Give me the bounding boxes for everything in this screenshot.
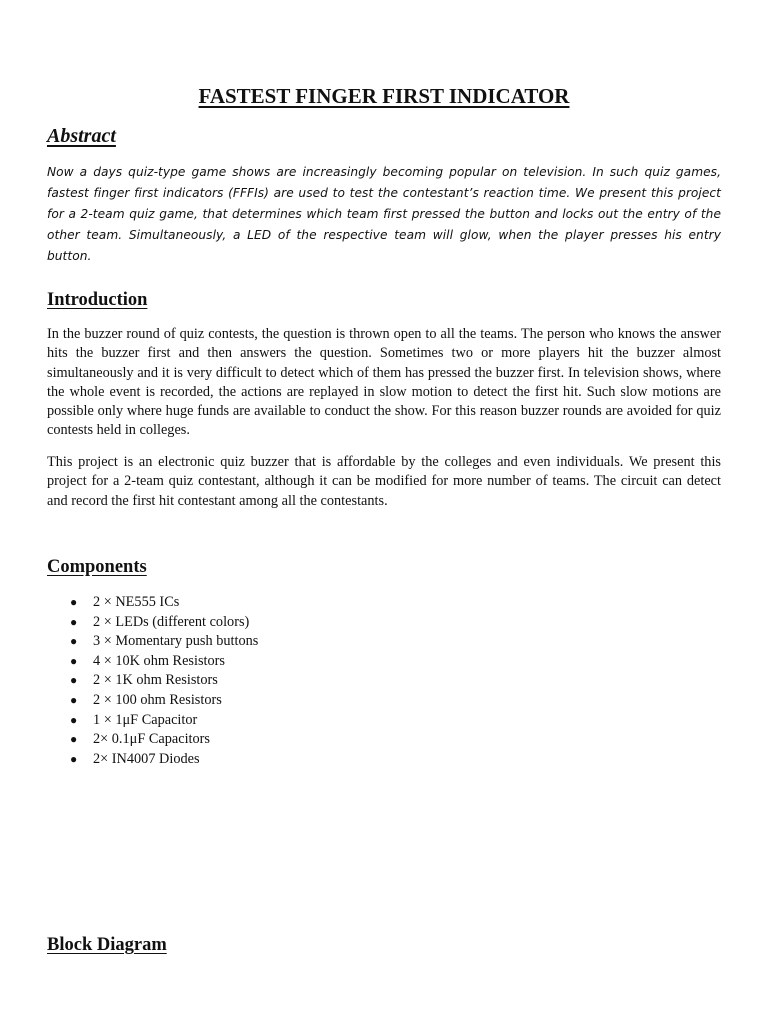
list-item <box>47 593 258 613</box>
bullet-icon: ● <box>70 634 78 649</box>
bullet-icon: ● <box>70 595 78 609</box>
introduction-paragraph-2: This project is an electronic quiz buzzer that is affordable by the colleges and even individuals. We present this project for a 2-team quiz contestant, although it can be modified for more number of teams. The circuit can detect and record the first hit contestant among all the contestants. <box>47 454 721 509</box>
abstract-text: Now a days quiz-type game shows are increasingly becoming popular on television. In such quiz games, fastest finger first indicators (FFFIs) are used to test the contestant’s reaction time. We present this project for a 2-team quiz game, that determines which team first pressed the button and locks out the entry of the other team. Simultaneously, a LED of the respective team will glow, when the player presses his entry button. <box>47 165 721 263</box>
bullet-icon: ● <box>70 751 78 766</box>
list-item <box>47 671 258 691</box>
component-label: 2 × 100 ohm Resistors <box>93 691 222 708</box>
component-label: 3 × Momentary push buttons <box>93 633 259 650</box>
bullet-icon: ● <box>70 614 78 629</box>
bullet-icon: ● <box>70 712 78 727</box>
component-label: 2× IN4007 Diodes <box>93 750 200 767</box>
list-item <box>47 632 258 652</box>
list-item <box>47 613 258 633</box>
introduction-paragraph-1: In the buzzer round of quiz contests, the question is thrown open to all the teams. The person who knows the answer hits the buzzer first and then answers the question. Sometimes two or more players hit the buzzer almost simultaneously and it is very difficult to detect which of them has pressed the buzzer first. In television shows, where the whole event is recorded, the actions are replayed in slow motion to detect the first hit. Such slow motions are possible only where huge funds are available to conduct the show. For this reason buzzer rounds are avoided for quiz contests held in colleges. <box>47 326 721 439</box>
document-title: FASTEST FINGER FIRST INDICATOR <box>198 84 570 108</box>
bullet-icon: ● <box>70 732 78 747</box>
component-label: 2 × 1K ohm Resistors <box>93 672 218 689</box>
components-list <box>47 593 258 769</box>
list-item <box>47 711 258 731</box>
component-label: 2 × LEDs (different colors) <box>93 613 250 630</box>
list-item <box>47 750 258 770</box>
bullet-icon: ● <box>70 653 78 668</box>
list-item <box>47 652 258 672</box>
list-item <box>47 730 258 750</box>
component-label: 4 × 10K ohm Resistors <box>93 652 225 669</box>
block-diagram-heading: Block Diagram <box>47 935 167 955</box>
introduction-heading: Introduction <box>47 290 148 310</box>
components-heading: Components <box>47 557 147 577</box>
bullet-icon: ● <box>70 692 78 707</box>
component-label: 2 × NE555 ICs <box>93 594 180 610</box>
list-item <box>47 691 258 711</box>
abstract-heading: Abstract <box>47 125 116 147</box>
bullet-icon: ● <box>70 673 78 688</box>
component-label: 2× 0.1μF Capacitors <box>93 731 210 748</box>
component-label: 1 × 1μF Capacitor <box>93 711 198 728</box>
